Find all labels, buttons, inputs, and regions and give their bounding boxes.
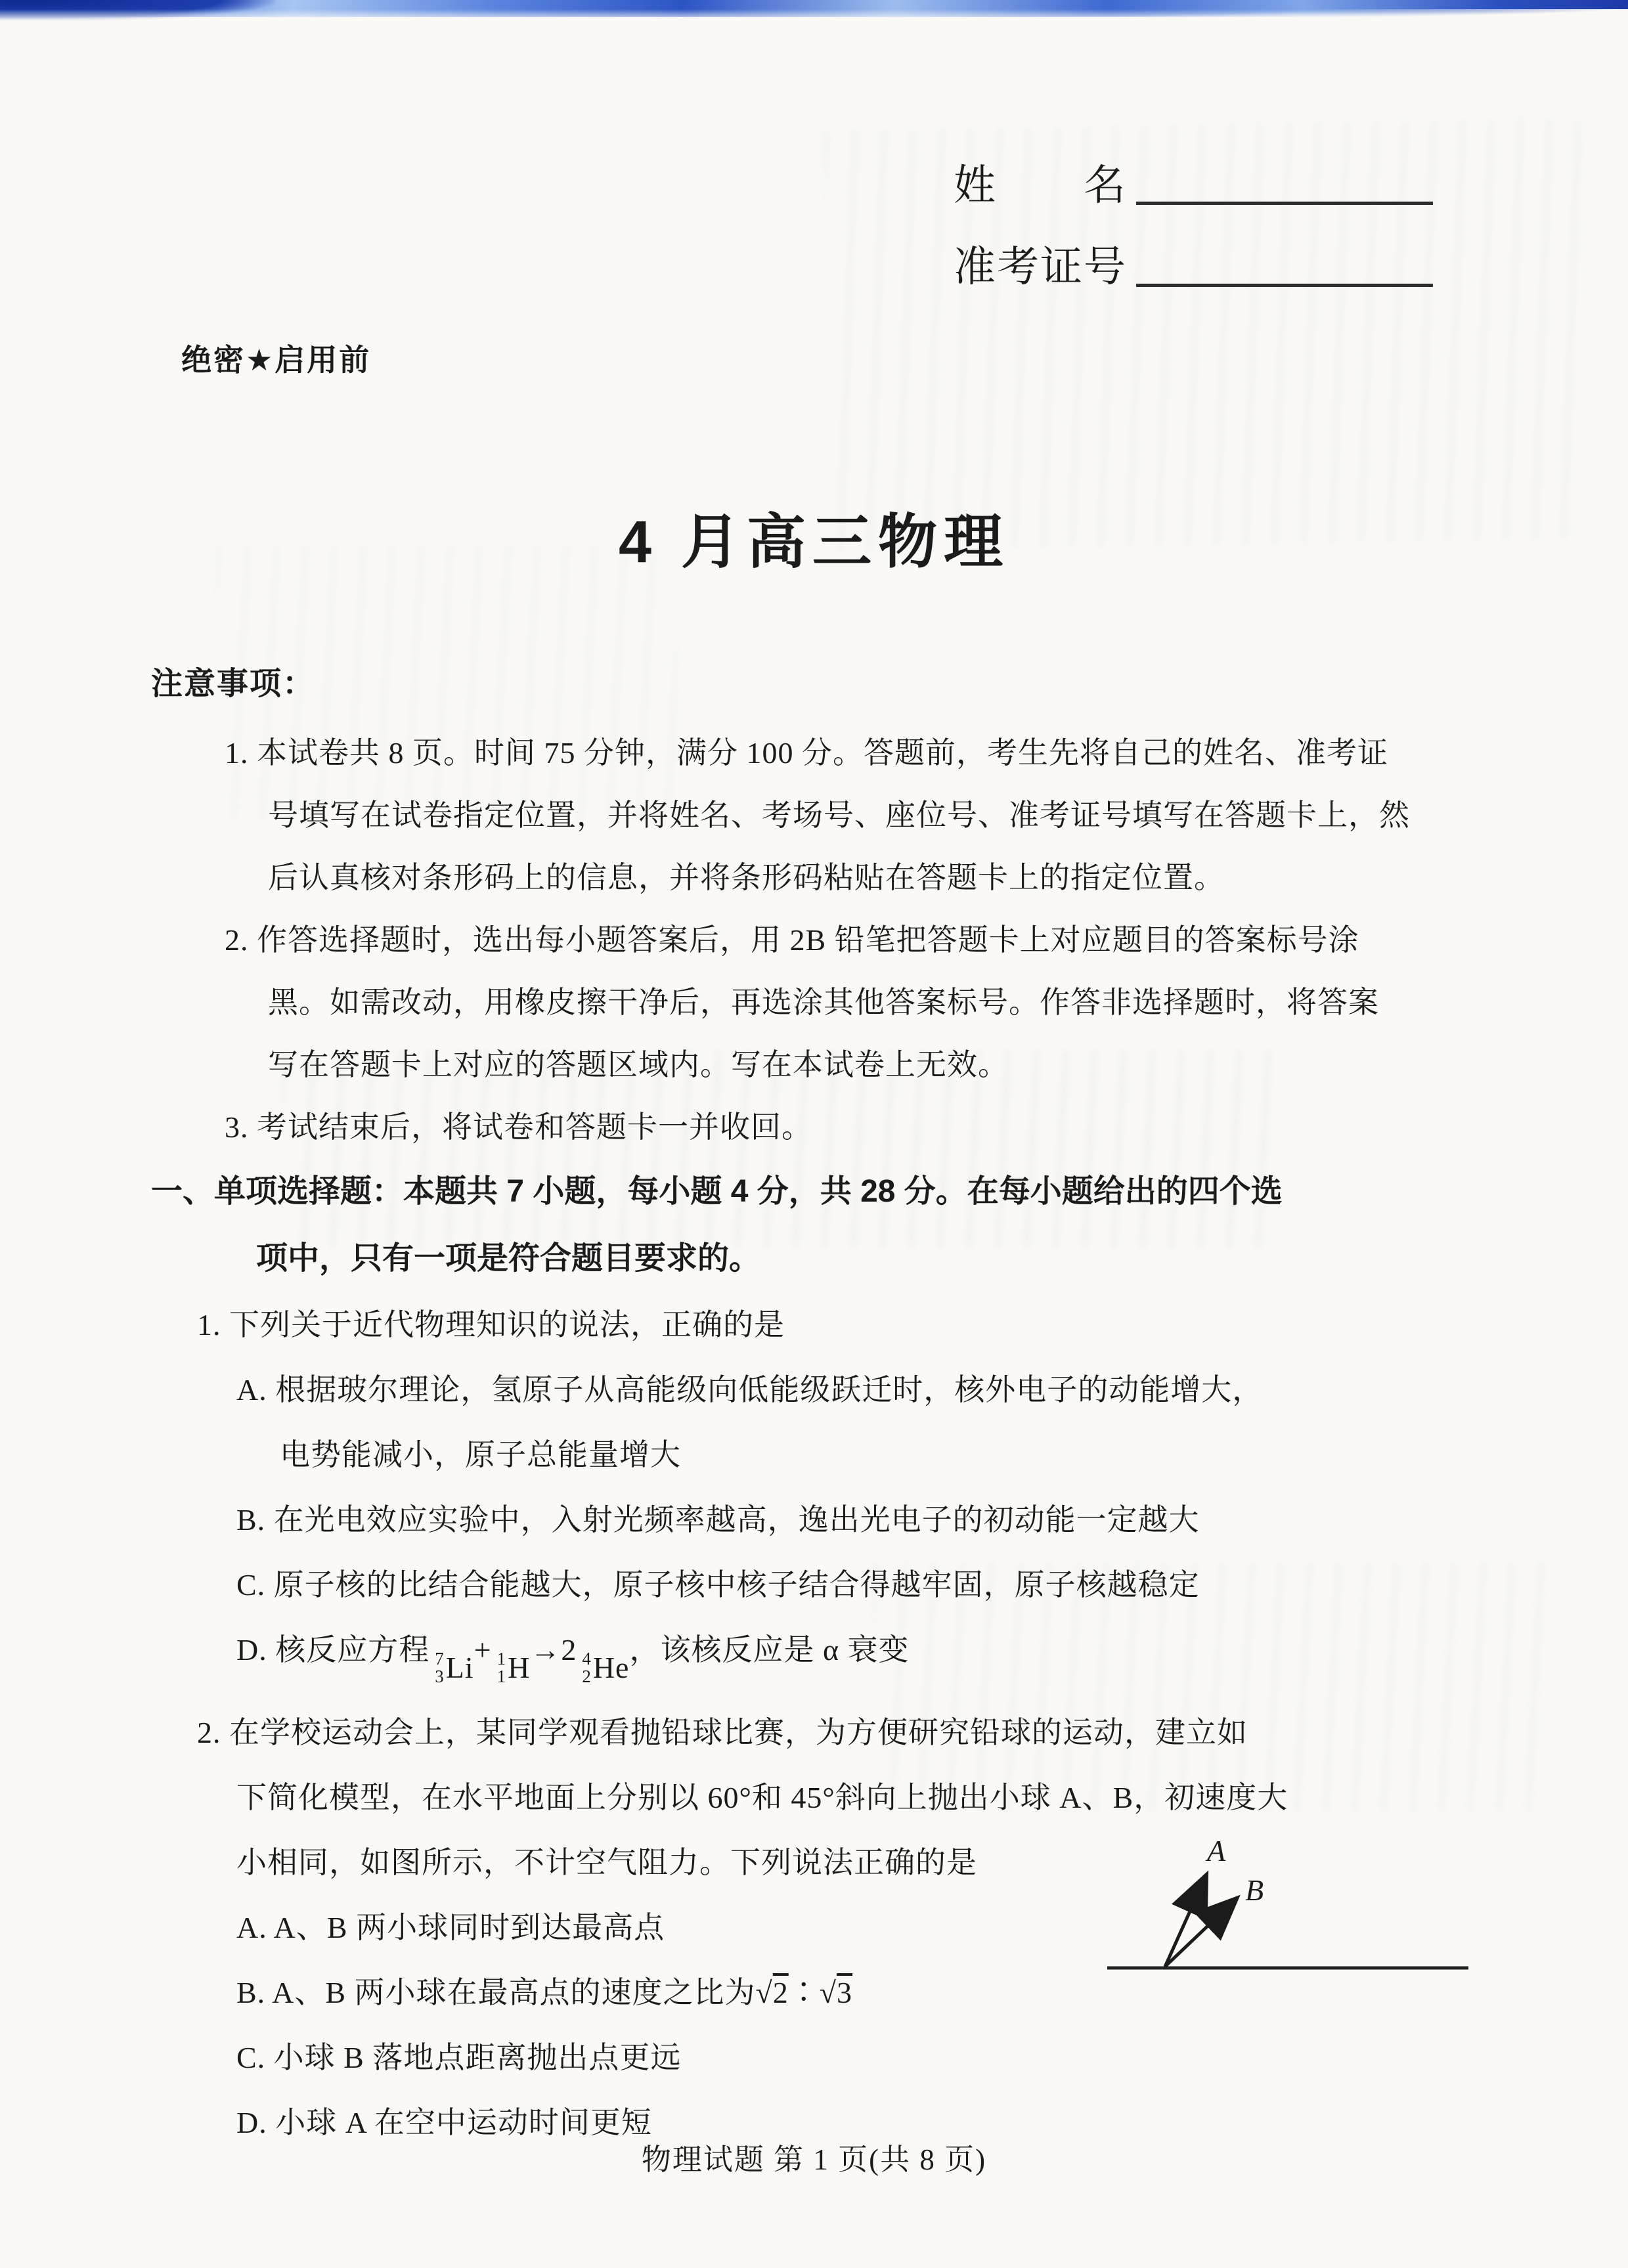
notice-line: 3. 考试结束后，将试卷和答题卡一并收回。	[225, 1110, 812, 1144]
question2-option-a: A. A、B 两小球同时到达最高点	[236, 1910, 665, 1944]
notice-line: 号填写在试卷指定位置，并将姓名、考场号、座位号、准考证号填写在答题卡上，然	[268, 798, 1410, 832]
notice-line: 后认真核对条形码上的信息，并将条形码粘贴在答题卡上的指定位置。	[268, 861, 1225, 894]
question2-option-c: C. 小球 B 落地点距离抛出点更远	[236, 2040, 682, 2074]
notice-line: 1. 本试卷共 8 页。时间 75 分钟，满分 100 分。答题前，考生先将自己的姓名、准考证	[225, 736, 1388, 770]
exam-id-label: 准考证号	[954, 244, 1127, 291]
question2-option-d: D. 小球 A 在空中运动时间更短	[236, 2105, 652, 2139]
notice-line: 黑。如需改动，用橡皮擦干净后，再选涂其他答案标号。作答非选择题时，将答案	[268, 986, 1379, 1019]
secrecy-label: 绝密★启用前	[181, 343, 372, 377]
velocity-vector-b	[1165, 1902, 1233, 1967]
plus-sign: +	[473, 1633, 492, 1667]
section1-heading-line2: 项中，只有一项是符合题目要求的。	[256, 1241, 761, 1276]
question1-option-a-cont: 电势能减小，原子总能量增大	[280, 1438, 681, 1472]
question1-option-b: B. 在光电效应实验中，入射光频率越高，逸出光电子的初动能一定越大	[236, 1503, 1200, 1537]
q1-d-prefix: D. 核反应方程	[236, 1633, 430, 1667]
name-label: 姓 名	[954, 162, 1127, 209]
coefficient: 2	[561, 1633, 577, 1667]
question1-option-d	[151, 1617, 1491, 1700]
figure-label-a: A	[1207, 1834, 1226, 1867]
exam-id-field-row	[954, 244, 1479, 290]
candidate-fields	[954, 163, 1479, 326]
nuclide-li7: 7 3 Li	[435, 1649, 474, 1686]
notice-heading: 注意事项：	[151, 666, 316, 701]
notice-line: 写在答题卡上对应的答题区域内。写在本试卷上无效。	[268, 1048, 1009, 1081]
page-title: 4 月高三物理	[618, 510, 1010, 575]
nuclide-h1: 1 1 H	[496, 1649, 531, 1686]
question2-stem-line2: 下简化模型，在水平地面上分别以 60°和 45°斜向上抛出小球 A、B，初速度大	[236, 1780, 1288, 1814]
page-footer: 物理试题 第 1 页(共 8 页)	[641, 2143, 987, 2176]
sqrt-3: √3	[819, 1975, 853, 2009]
name-input-line[interactable]	[1136, 202, 1433, 205]
sqrt-2: √2	[755, 1975, 789, 2009]
scan-edge-artifact	[0, 0, 1628, 17]
exam-id-input-line[interactable]	[1136, 284, 1433, 287]
question1-option-a: A. 根据玻尔理论，氢原子从高能级向低能级跃迁时，核外电子的动能增大，	[236, 1373, 1264, 1407]
question1-stem: 1. 下列关于近代物理知识的说法，正确的是	[197, 1308, 785, 1341]
q2-b-text: B. A、B 两小球在最高点的速度之比为	[236, 1975, 756, 2009]
figure-label-b: B	[1245, 1873, 1264, 1907]
question2-stem-line3: 小相同，如图所示，不计空气阻力。下列说法正确的是	[236, 1845, 977, 1879]
q1-d-suffix: ，该核反应是 α 衰变	[629, 1633, 910, 1667]
nuclide-he4: 4 2 He	[582, 1649, 630, 1686]
velocity-vector-a	[1165, 1879, 1204, 1967]
ratio-separator: ∶	[788, 1975, 820, 2009]
reaction-arrow: →	[530, 1633, 561, 1667]
name-field-row	[954, 163, 1479, 209]
section1-heading-line1: 一、单项选择题：本题共 7 小题，每小题 4 分，共 28 分。在每小题给出的四个选	[151, 1174, 1283, 1209]
question2-figure	[1082, 1810, 1476, 1987]
question1-option-c: C. 原子核的比结合能越大，原子核中核子结合得越牢固，原子核越稳定	[236, 1568, 1200, 1602]
notice-line: 2. 作答选择题时，选出每小题答案后，用 2B 铅笔把答题卡上对应题目的答案标号涂	[225, 923, 1359, 957]
question2-stem-line1: 2. 在学校运动会上，某同学观看抛铅球比赛，为方便研究铅球的运动，建立如	[197, 1715, 1248, 1749]
